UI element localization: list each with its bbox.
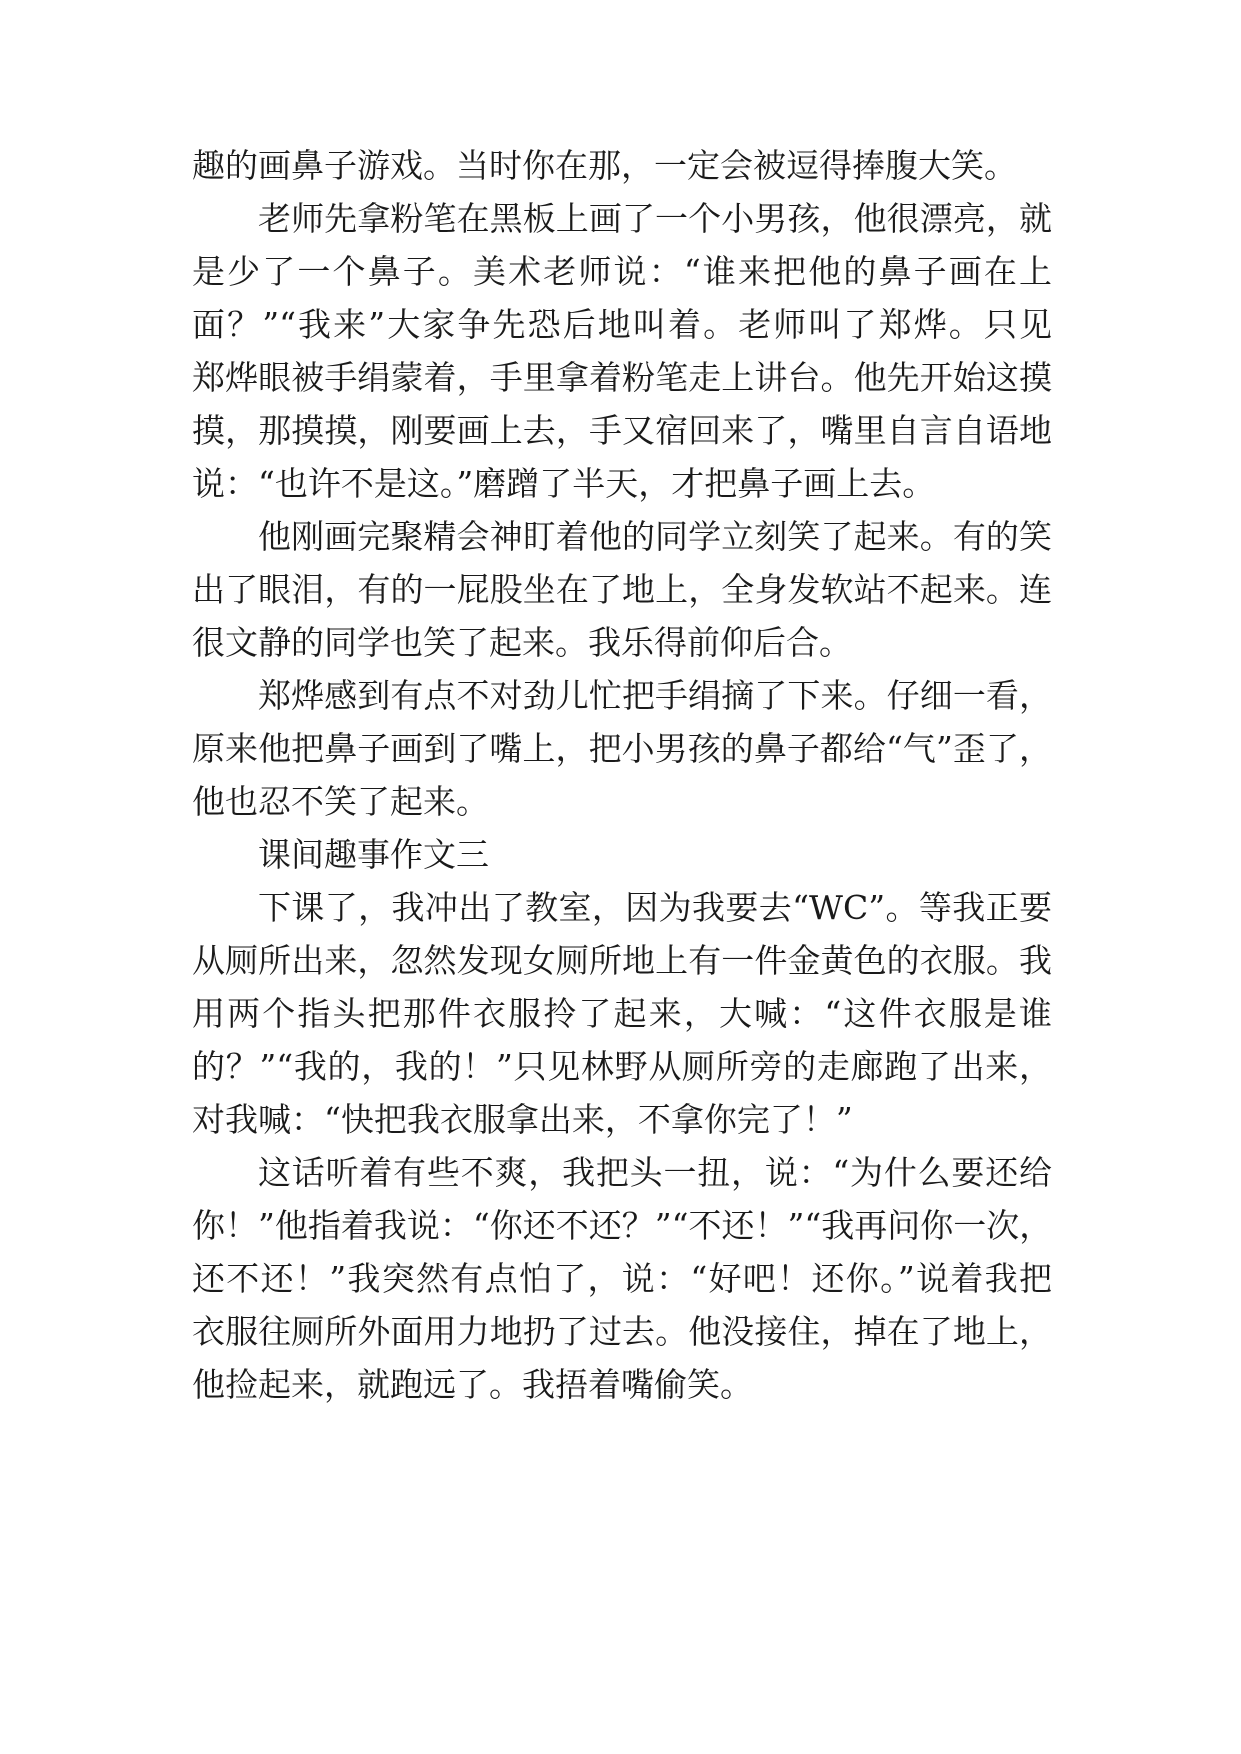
text-line: 的？”“我的，我的！”只见林野从厕所旁的走廊跑了出来， [192,1047,1052,1086]
text-line: 说：“也许不是这。”磨蹭了半天，才把鼻子画上去。 [192,464,936,503]
text-line: 他也忍不笑了起来。 [192,782,489,821]
text-line: 从厕所出来，忽然发现女厕所地上有一件金黄色的衣服。我 [192,941,1052,980]
text-line: 出了眼泪，有的一屁股坐在了地上，全身发软站不起来。连 [192,570,1052,609]
section-heading: 课间趣事作文三 [258,835,489,874]
paragraph-first-line: 下课了，我冲出了教室，因为我要去“WC”。等我正要 [258,888,1052,927]
paragraph-first-line: 郑烨感到有点不对劲儿忙把手绢摘了下来。仔细一看， [258,676,1052,715]
text-line: 用两个指头把那件衣服拎了起来，大喊：“这件衣服是谁 [192,994,1052,1033]
text-line: 对我喊：“快把我衣服拿出来，不拿你完了！” [192,1100,853,1139]
text-line: 你！”他指着我说：“你还不还？”“不还！”“我再问你一次， [192,1206,1053,1245]
text-line: 郑烨眼被手绢蒙着，手里拿着粉笔走上讲台。他先开始这摸 [192,358,1052,397]
text-line: 面？”“我来”大家争先恐后地叫着。老师叫了郑烨。只见 [192,305,1052,344]
text-line: 原来他把鼻子画到了嘴上，把小男孩的鼻子都给“气”歪了， [192,729,1052,768]
text-line: 还不还！”我突然有点怕了，说：“好吧！还你。”说着我把 [192,1259,1052,1298]
text-line: 趣的画鼻子游戏。当时你在那，一定会被逗得捧腹大笑。 [192,146,1017,185]
paragraph-first-line: 老师先拿粉笔在黑板上画了一个小男孩，他很漂亮，就 [258,199,1052,238]
paragraph-first-line: 这话听着有些不爽，我把头一扭，说：“为什么要还给 [258,1153,1052,1192]
text-line: 摸，那摸摸，刚要画上去，手又宿回来了，嘴里自言自语地 [192,411,1052,450]
text-line: 是少了一个鼻子。美术老师说：“谁来把他的鼻子画在上 [192,252,1052,291]
text-line: 他捡起来，就跑远了。我捂着嘴偷笑。 [192,1365,753,1404]
document-page [192,0,1052,1754]
paragraph-first-line: 他刚画完聚精会神盯着他的同学立刻笑了起来。有的笑 [258,517,1052,556]
text-line: 很文静的同学也笑了起来。我乐得前仰后合。 [192,623,852,662]
text-line: 衣服往厕所外面用力地扔了过去。他没接住，掉在了地上， [192,1312,1052,1351]
